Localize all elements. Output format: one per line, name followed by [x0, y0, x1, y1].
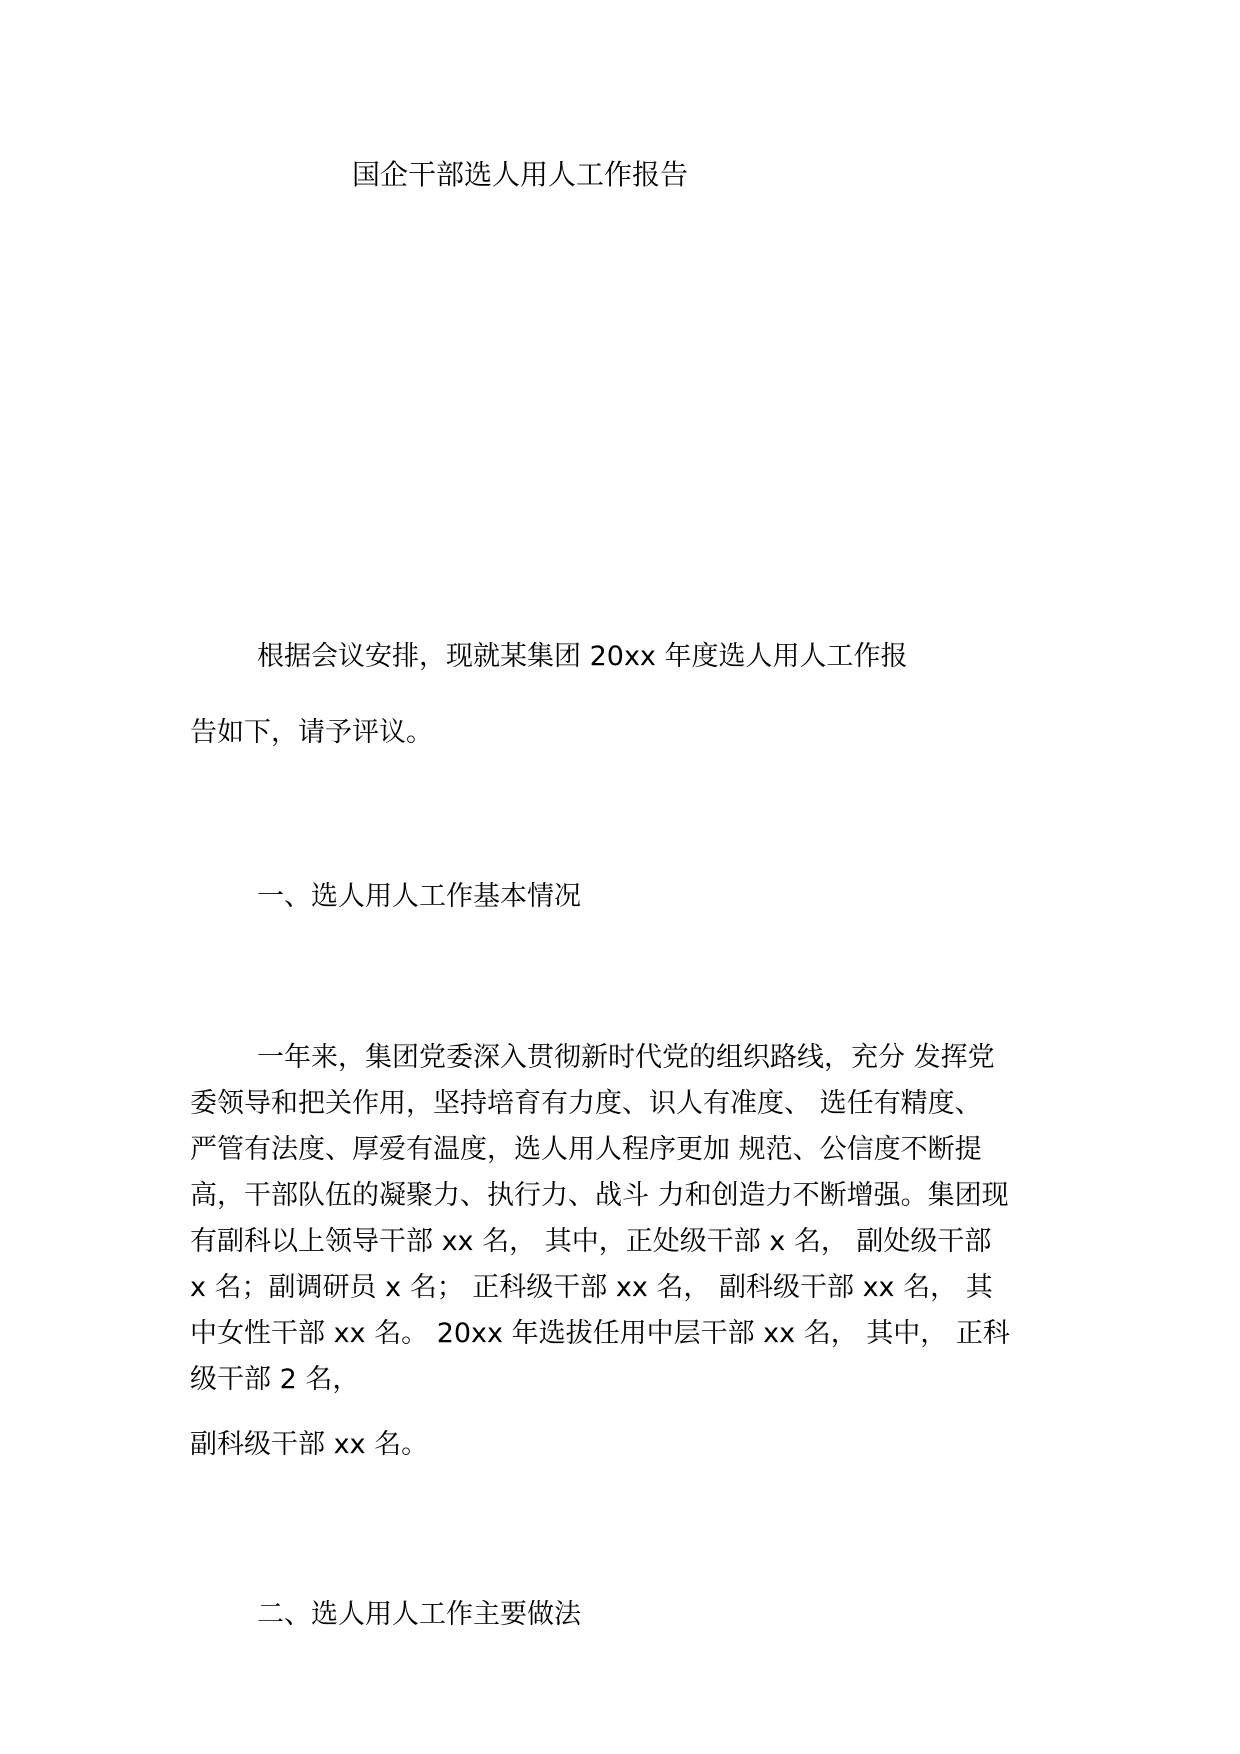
- intro-line-1: 根据会议安排，现就某集团 20xx 年度选人用人工作报: [257, 641, 908, 672]
- paragraph-line-9: 副科级干部 xx 名。: [190, 1429, 429, 1460]
- paragraph-line-8: 级干部 2 名，: [190, 1364, 360, 1395]
- section-heading-2: 二、选人用人工作主要做法: [257, 1599, 581, 1630]
- paragraph-line-4: 高，干部队伍的凝聚力、执行力、战斗 力和创造力不断增强。集团现: [190, 1180, 1009, 1211]
- paragraph-line-3: 严管有法度、厚爱有温度，选人用人程序更加 规范、公信度不断提: [190, 1134, 982, 1165]
- paragraph-line-2: 委领导和把关作用，坚持培育有力度、识人有准度、 选任有精度、: [190, 1088, 982, 1119]
- intro-line-2: 告如下，请予评议。: [190, 717, 433, 748]
- paragraph-line-5: 有副科以上领导干部 xx 名， 其中，正处级干部 x 名， 副处级干部: [190, 1226, 992, 1257]
- paragraph-line-7: 中女性干部 xx 名。 20xx 年选拔任用中层干部 xx 名， 其中， 正科: [190, 1318, 1010, 1349]
- paragraph-line-6: x 名；副调研员 x 名； 正科级干部 xx 名， 副科级干部 xx 名， 其: [190, 1272, 993, 1303]
- document-title: 国企干部选人用人工作报告: [352, 158, 689, 191]
- section-heading-1: 一、选人用人工作基本情况: [257, 881, 581, 912]
- paragraph-line-1: 一年来，集团党委深入贯彻新时代党的组织路线，充分 发挥党: [257, 1042, 995, 1073]
